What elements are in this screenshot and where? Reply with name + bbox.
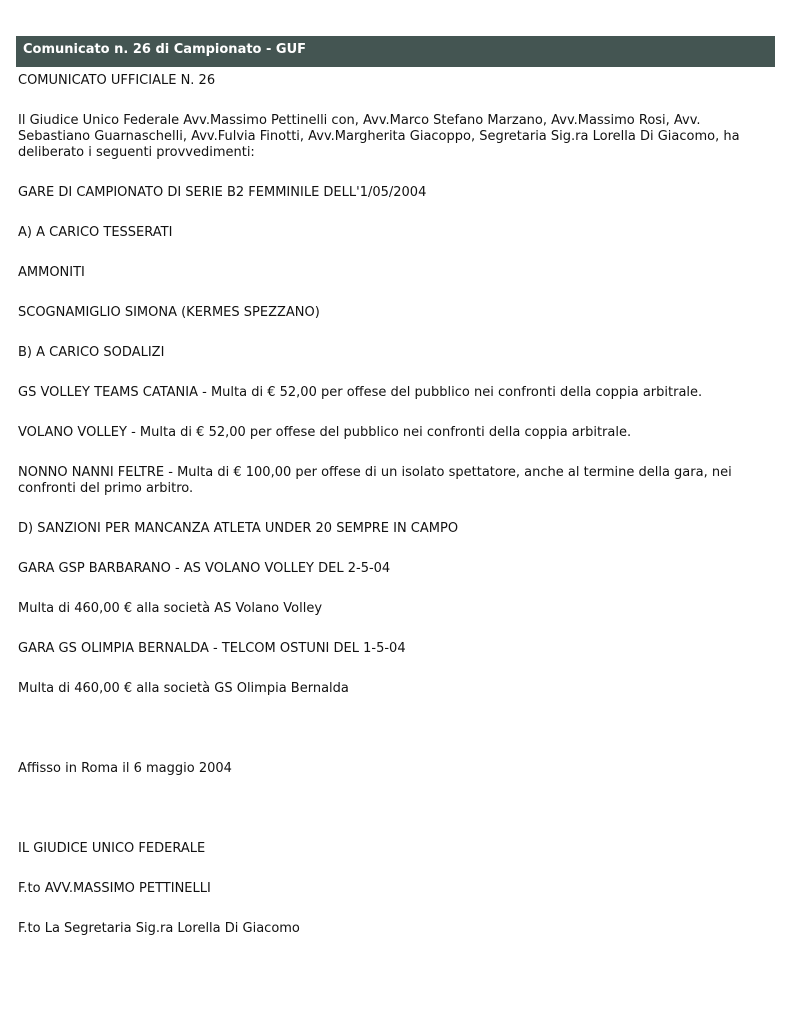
paragraph-judge-title: IL GIUDICE UNICO FEDERALE [18,841,206,856]
paragraph-match-bernalda: GARA GS OLIMPIA BERNALDA - TELCOM OSTUNI DEL 1-5-04 [18,641,406,656]
paragraph-ammoniti: AMMONITI [18,265,85,280]
page-title: Comunicato n. 26 di Campionato - GUF [23,42,307,57]
document-body [18,70,758,937]
paragraph-championship-heading: GARE DI CAMPIONATO DI SERIE B2 FEMMINILE DELL'1/05/2004 [18,185,427,200]
paragraph-judge-intro: Il Giudice Unico Federale Avv.Massimo Pettinelli con, Avv.Marco Stefano Marzano, Avv.Massimo Rosi, Avv. Sebastiano Guarnaschelli, Avv.Fulvia Finotti, Avv.Margherita Giacoppo, Segretaria Sig.ra Lorella Di Giacomo, ha deliberato i seguenti provvedimenti: [18,113,744,160]
paragraph-secretary-signature: F.to La Segretaria Sig.ra Lorella Di Giacomo [18,921,300,936]
paragraph-fine-volano-volley: Multa di 460,00 € alla società AS Volano Volley [18,601,323,616]
paragraph-warned-player: SCOGNAMIGLIO SIMONA (KERMES SPEZZANO) [18,305,320,320]
paragraph-judge-signature: F.to AVV.MASSIMO PETTINELLI [18,881,211,896]
paragraph-fine-feltre: NONNO NANNI FELTRE - Multa di € 100,00 per offese di un isolato spettatore, anche al termine della gara, nei confronti del primo arbitro. [18,465,736,496]
page-title-bar [16,36,775,67]
paragraph-match-barbarano: GARA GSP BARBARANO - AS VOLANO VOLLEY DEL 2-5-04 [18,561,391,576]
paragraph-section-b: B) A CARICO SODALIZI [18,345,165,360]
paragraph-posted-date: Affisso in Roma il 6 maggio 2004 [18,761,232,776]
paragraph-section-a: A) A CARICO TESSERATI [18,225,173,240]
paragraph-communique-number: COMUNICATO UFFICIALE N. 26 [18,73,216,88]
paragraph-section-d: D) SANZIONI PER MANCANZA ATLETA UNDER 20 SEMPRE IN CAMPO [18,521,459,536]
paragraph-fine-catania: GS VOLLEY TEAMS CATANIA - Multa di € 52,00 per offese del pubblico nei confronti della coppia arbitrale. [18,385,703,400]
paragraph-fine-volano: VOLANO VOLLEY - Multa di € 52,00 per offese del pubblico nei confronti della coppia arbitrale. [18,425,632,440]
paragraph-fine-olimpia-bernalda: Multa di 460,00 € alla società GS Olimpia Bernalda [18,681,349,696]
